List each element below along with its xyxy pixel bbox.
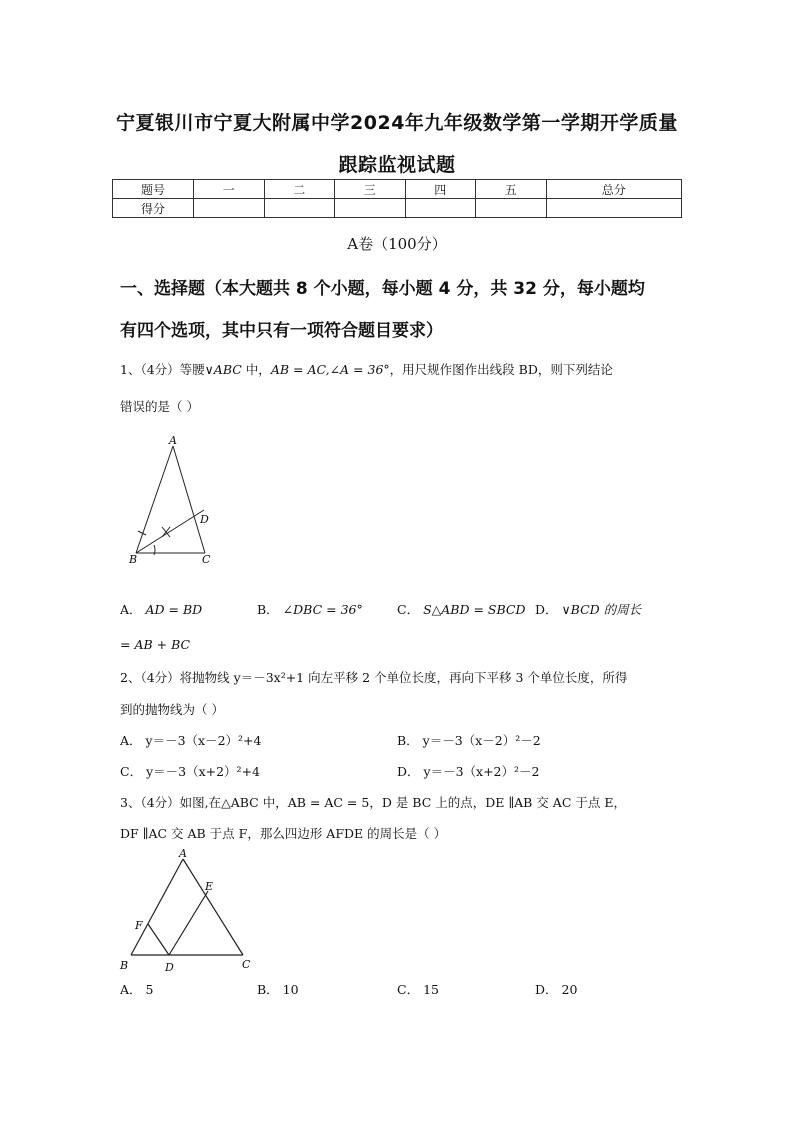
option-letter: A． — [120, 982, 142, 997]
option-letter: B． — [257, 602, 279, 617]
question-1-option-b[interactable] — [257, 600, 363, 618]
section-heading-line2: 有四个选项，其中只有一项符合题目要求） — [120, 321, 443, 341]
score-table-header-cell: 三 — [335, 180, 406, 199]
option-letter: D． — [397, 764, 420, 779]
question-3-figure — [115, 845, 260, 975]
question-3-line1: 3、（4分）如图,在△ABC 中，AB = AC = 5，D 是 BC 上的点，DE ∥AB 交 AC 于点 E， — [120, 795, 626, 810]
option-letter: A． — [120, 733, 142, 748]
score-cell[interactable] — [405, 199, 476, 218]
option-letter: B． — [397, 733, 419, 748]
option-letter: C． — [397, 982, 420, 997]
option-letter: C． — [120, 764, 143, 779]
option-text: y＝－3（x－2）²+4 — [145, 733, 262, 748]
option-text: S△ABD = SBCD — [423, 602, 526, 617]
question-1-rest: ，用尺规作图作出线段 BD，则下列结论 — [389, 362, 613, 377]
question-1-prefix: 1、（4分）等腰 — [120, 362, 205, 377]
question-1-mid: 中， — [241, 362, 271, 377]
exam-title-line1: 宁夏银川市宁夏大附属中学2024年九年级数学第一学期开学质量 — [116, 112, 678, 134]
option-text: y＝－3（x+2）²+4 — [146, 764, 260, 779]
figure3-label-f: F — [135, 919, 143, 932]
figure1-label-d: D — [200, 513, 209, 526]
score-cell[interactable] — [194, 199, 265, 218]
score-cell[interactable] — [476, 199, 547, 218]
option-text: ∨BCD 的周长 — [561, 602, 642, 617]
figure3-label-b: B — [120, 959, 129, 972]
score-table-header-cell: 五 — [476, 180, 547, 199]
question-2-option-d[interactable] — [397, 762, 539, 780]
score-table-header-cell: 二 — [264, 180, 335, 199]
question-1-figure — [118, 432, 228, 572]
question-2-option-a[interactable] — [120, 731, 261, 749]
option-letter: A． — [120, 602, 142, 617]
question-1-triangle: ∨ABC — [204, 362, 242, 377]
figure3-label-a: A — [179, 847, 187, 860]
figure3-label-d: D — [165, 961, 174, 974]
question-1-option-c[interactable] — [397, 600, 525, 618]
question-1-option-a[interactable] — [120, 600, 202, 618]
question-3-option-c[interactable] — [397, 980, 439, 998]
option-letter: D． — [535, 602, 558, 617]
question-1-option-d[interactable] — [535, 600, 641, 618]
figure3-label-e: E — [205, 880, 214, 893]
figure1-label-c: C — [202, 553, 211, 566]
paper-section-heading: A卷（100分） — [347, 235, 447, 253]
score-cell[interactable] — [546, 199, 682, 218]
option-text: 10 — [282, 982, 299, 997]
score-table-header-cell: 题号 — [113, 180, 194, 199]
score-table-score-row — [113, 199, 682, 218]
option-letter: C． — [397, 602, 420, 617]
score-row-label: 得分 — [113, 199, 194, 218]
question-1-condition: AB = AC,∠A = 36° — [270, 362, 390, 377]
score-table-header-row — [113, 180, 682, 199]
question-3-line2: DF ∥AC 交 AB 于点 F，那么四边形 AFDE 的周长是（ ） — [120, 826, 447, 841]
option-text: 5 — [145, 982, 154, 997]
question-3-option-d[interactable] — [535, 980, 577, 998]
question-1-line2: 错误的是（ ） — [120, 399, 199, 414]
figure1-label-b: B — [129, 553, 138, 566]
score-table — [112, 179, 682, 218]
score-cell[interactable] — [335, 199, 406, 218]
option-text: ∠DBC = 36° — [282, 602, 363, 617]
question-1-option-d-continuation: = AB + BC — [120, 637, 191, 652]
option-text: AD = BD — [145, 602, 203, 617]
question-2-option-c[interactable] — [120, 762, 260, 780]
option-text: y＝－3（x+2）²－2 — [423, 764, 540, 779]
score-table-header-cell: 一 — [194, 180, 265, 199]
question-3-option-a[interactable] — [120, 980, 153, 998]
score-table-header-cell: 四 — [405, 180, 476, 199]
question-2-line2: 到的抛物线为（ ） — [120, 702, 224, 717]
question-2-line1: 2、（4分）将抛物线 y＝－3x²+1 向左平移 2 个单位长度，再向下平移 3 个单位长度，所得 — [120, 670, 628, 685]
figure3-label-c: C — [242, 958, 251, 971]
question-1-line1 — [120, 360, 613, 378]
exam-title-line2: 跟踪监视试题 — [338, 154, 456, 176]
section-heading-line1: 一、选择题（本大题共 8 个小题，每小题 4 分，共 32 分，每小题均 — [120, 279, 645, 299]
option-letter: D． — [535, 982, 558, 997]
figure1-label-a: A — [169, 434, 177, 447]
option-letter: B． — [257, 982, 279, 997]
question-3-option-b[interactable] — [257, 980, 299, 998]
question-2-option-b[interactable] — [397, 731, 541, 749]
option-text: y＝－3（x－2）²－2 — [422, 733, 541, 748]
option-text: 20 — [561, 982, 578, 997]
score-table-header-cell: 总分 — [546, 180, 682, 199]
option-text: 15 — [423, 982, 439, 997]
score-cell[interactable] — [264, 199, 335, 218]
